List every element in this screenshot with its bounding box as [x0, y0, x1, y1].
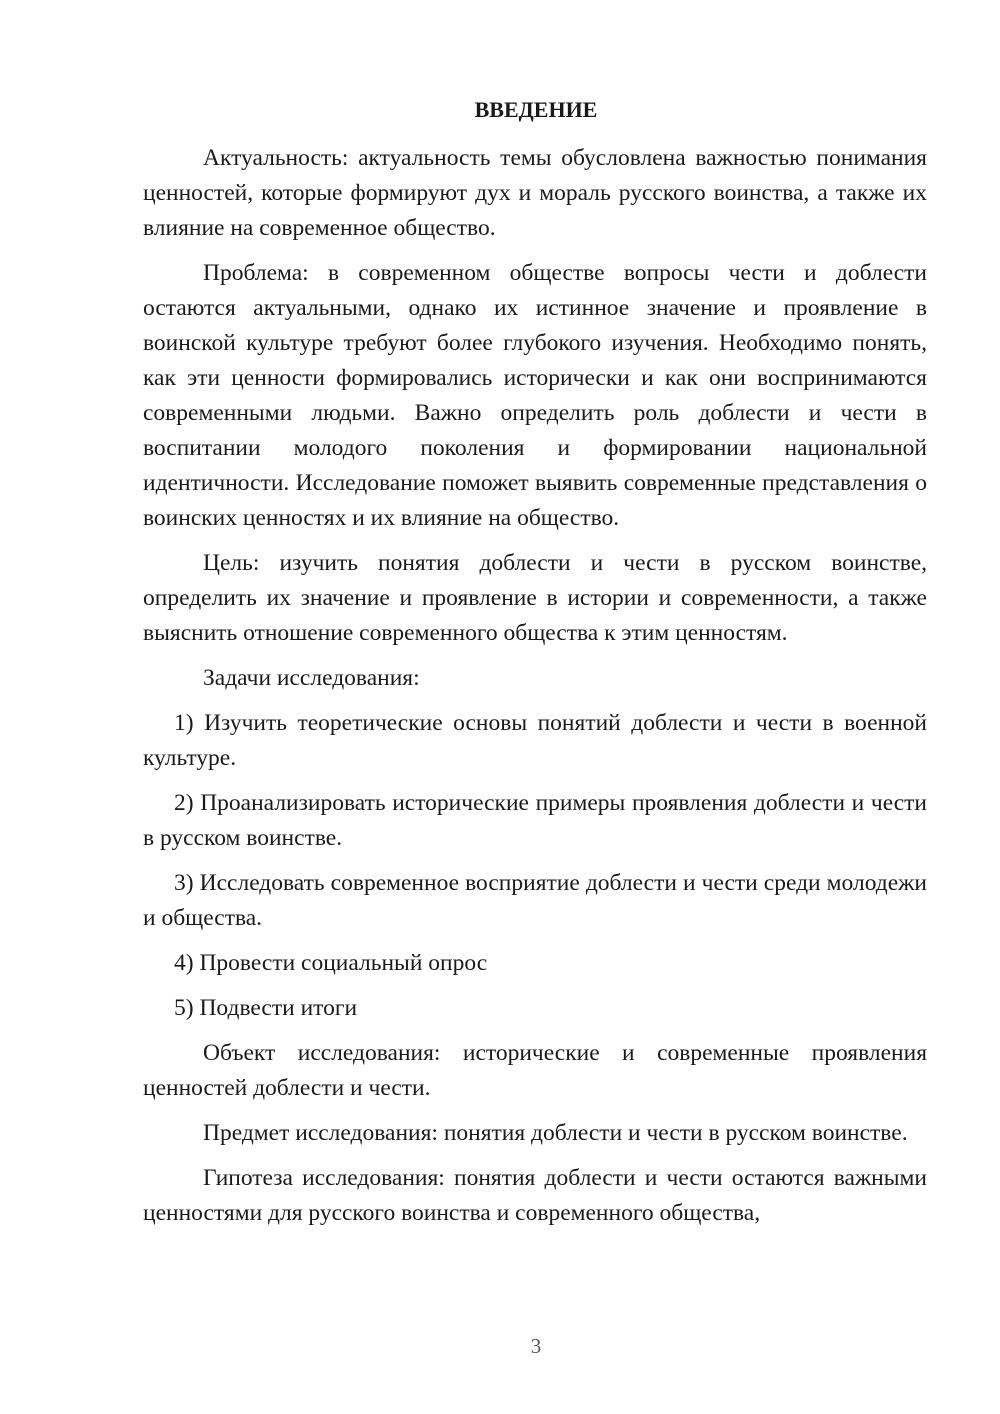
object-paragraph: Объект исследования: исторические и современные проявления ценностей доблести и чести. [143, 1040, 927, 1101]
problem-paragraph: Проблема: в современном обществе вопросы чести и доблести остаются актуальными, однако их истинное значение и проявление в воинской культуре требуют более глубокого изучения. Необходимо понять, как эти ценности формировались исторически и как они воспринимаются современными людьми. Важно определить роль доблести и чести в воспитании молодого поколения и формировании национальной идентичности. Исследование поможет выявить современные представления о воинских ценностях и их влияние на общество. [143, 260, 927, 531]
task-item-1: 1) Изучить теоретические основы понятий доблести и чести в военной культуре. [143, 710, 927, 771]
goal-paragraph: Цель: изучить понятия доблести и чести в русском воинстве, определить их значение и проявление в истории и современности, а также выяснить отношение современного общества к этим ценностям. [143, 550, 927, 646]
relevance-paragraph: Актуальность: актуальность темы обусловлена важностью понимания ценностей, которые формируют дух и мораль русского воинства, а также их влияние на современное общество. [143, 145, 927, 241]
task-item-4: 4) Провести социальный опрос [174, 950, 488, 976]
tasks-intro-paragraph: Задачи исследования: [203, 665, 420, 691]
task-item-3: 3) Исследовать современное восприятие доблести и чести среди молодежи и общества. [143, 870, 927, 931]
task-item-5: 5) Подвести итоги [174, 995, 358, 1021]
section-heading: ВВЕДЕНИЕ [474, 97, 598, 122]
document-body [143, 92, 927, 1241]
page-number: 3 [530, 1334, 542, 1358]
hypothesis-paragraph: Гипотеза исследования: понятия доблести и чести остаются важными ценностями для русского воинства и современного общества, [143, 1165, 927, 1226]
subject-paragraph: Предмет исследования: понятия доблести и чести в русском воинстве. [203, 1120, 908, 1146]
task-item-2: 2) Проанализировать исторические примеры проявления доблести и чести в русском воинстве. [143, 790, 927, 851]
